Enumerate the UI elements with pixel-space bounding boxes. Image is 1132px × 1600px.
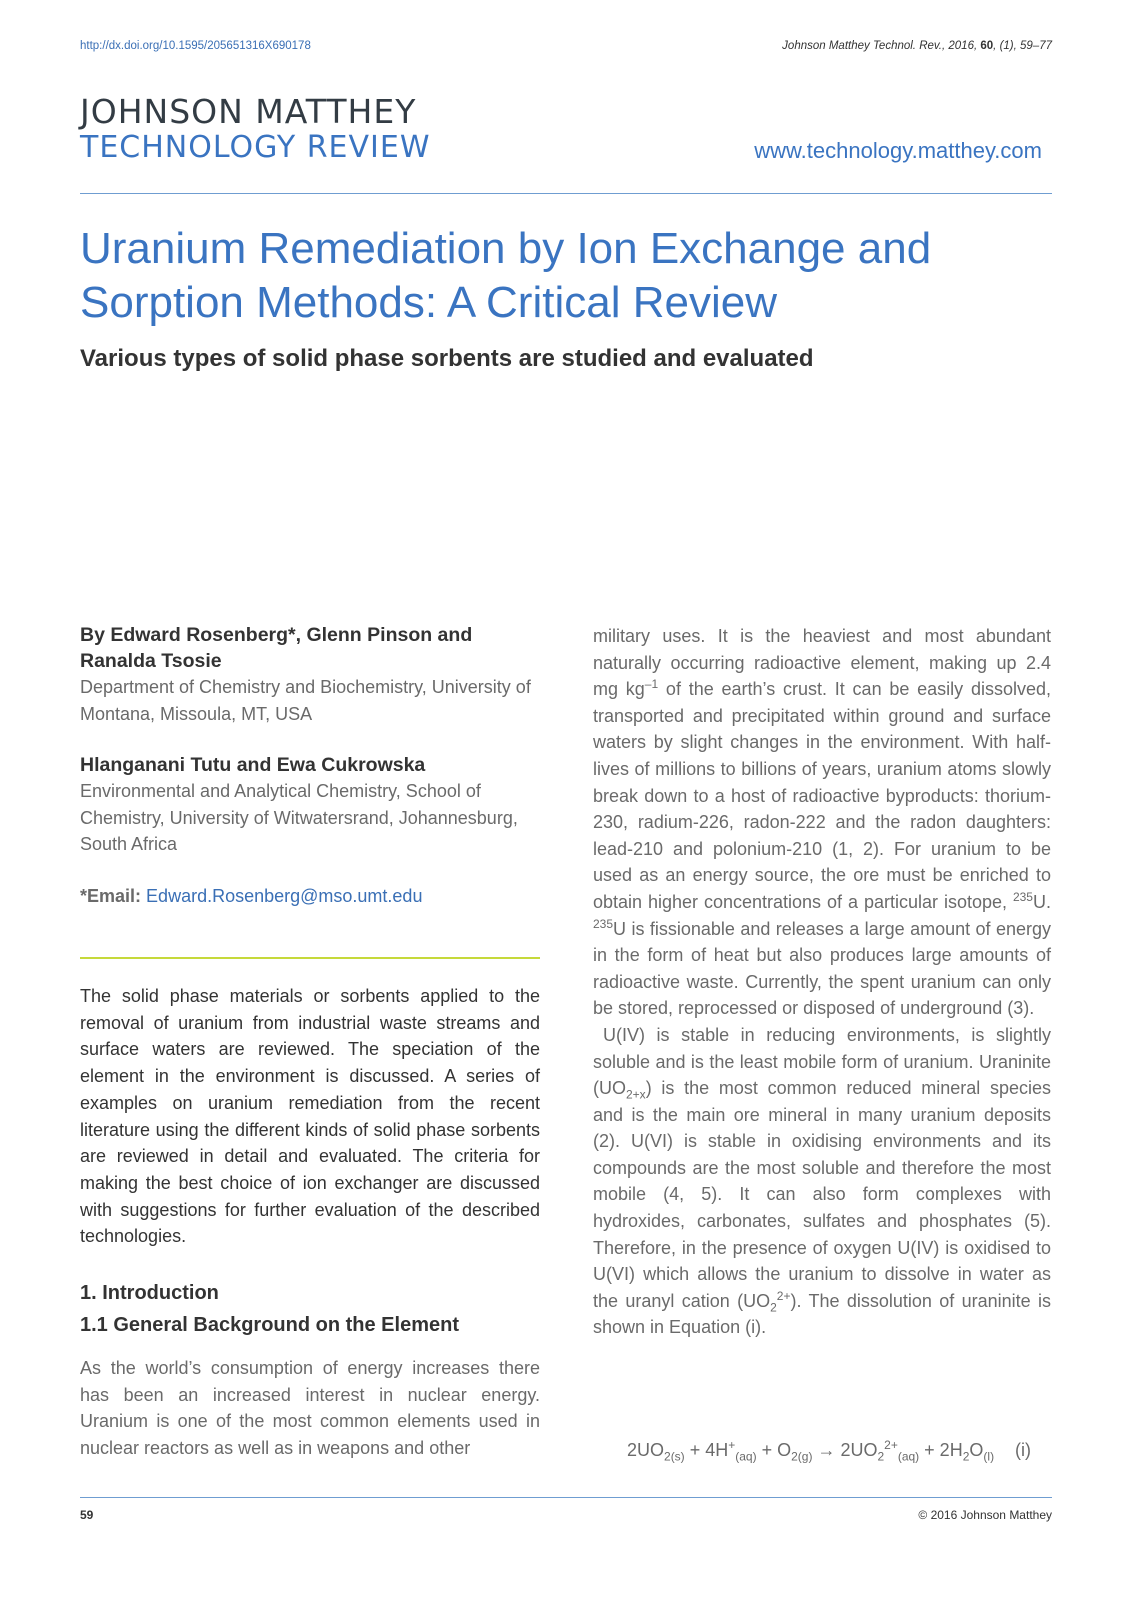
authors-group-2: Hlanganani Tutu and Ewa Cukrowska (80, 754, 426, 776)
uraninite-subscript: 2+x (626, 1087, 646, 1102)
affiliation-2: Environmental and Analytical Chemistry, School of Chemistry, University of Witwatersrand, Johannesburg, South Africa (80, 781, 518, 854)
journal-issue-pages: (1), 59–77 (999, 40, 1052, 52)
brand-line-2: TECHNOLOGY REVIEW (80, 130, 431, 165)
doi-link[interactable]: http://dx.doi.org/10.1595/205651316X690178 (80, 40, 311, 52)
para1-text-d: U is fissionable and releases a large amount of energy in the form of heat but also produces large amounts of radioactive waste. Currently, the spent uranium can only be stored, reprocessed or disposed of underground (3). (593, 918, 1051, 1019)
page-number: 59 (80, 1508, 94, 1522)
unit-superscript: –1 (644, 677, 659, 692)
footer-divider (80, 1497, 1052, 1498)
para2-text-c: ). The dissolution of uraninite is shown in Equation (i). (593, 1290, 1051, 1338)
para1-text-a: military uses. It is the heaviest and most abundant naturally occurring radioactive element, making up 2.4 mg kg (593, 626, 1051, 700)
isotope-mass-1: 235 (1012, 889, 1033, 904)
email-label: *Email: (80, 886, 142, 906)
paragraph-uranium-background (593, 623, 1051, 1022)
para2-text-a: U(IV) is stable in reducing environments, is slightly soluble and is the least mobile form of uranium. Uraninite (UO (593, 1024, 1051, 1099)
journal-volume: 60 (980, 40, 994, 52)
abstract-text: The solid phase materials or sorbents applied to the removal of uranium from industrial waste streams and surface waters are reviewed. The speciation of the element in the environment is discussed. A series of examples on uranium remediation from the recent literature using the different kinds of solid phase sorbents are reviewed in detail and evaluated. The criteria for making the best choice of ion exchanger are discussed with suggestions for further evaluation of the described technologies. (80, 986, 540, 1247)
body-text-right (593, 623, 1051, 1341)
isotope-mass-2: 235 (593, 916, 614, 931)
journal-name: Johnson Matthey Technol. Rev. (782, 40, 942, 52)
subsection-heading-background: 1.1 General Background on the Element (80, 1314, 459, 1336)
brand-line-1: JOHNSON MATTHEY (80, 92, 417, 131)
authors-group-1: By Edward Rosenberg*, Glenn Pinson and Ranalda Tsosie (80, 624, 473, 672)
copyright-notice: © 2016 Johnson Matthey (918, 1508, 1052, 1522)
header-divider (80, 193, 1052, 194)
para1-text-b: of the earth’s crust. It can be easily dissolved, transported and precipitated within ground and surface waters by slight changes in the environment. With half-lives of millions to billions of years, uranium atoms slowly break down to a host of radioactive byproducts: thorium-230, radium-226, radon-222 and the radon daughters: lead-210 and polonium-210 (1, 2). For uranium to be used as an energy source, the ore must be enriched to obtain higher concentrations of a particular isotope, (593, 679, 1051, 912)
para1-text-c: . (1045, 891, 1051, 912)
email-line (80, 883, 540, 910)
equation-label: (i) (1015, 1440, 1031, 1460)
journal-year: 2016 (948, 40, 974, 52)
equation-formula: $2UO_{2(s)} + 4H^+_{(aq)} + O_{2(g)} \to 2UO_2^{2+}_{(aq)} + 2H_2O_{(l)}$ (627, 1438, 995, 1464)
article-subtitle: Various types of solid phase sorbents are studied and evaluated (80, 345, 814, 372)
abstract-divider (80, 957, 540, 959)
section-heading-introduction: 1. Introduction (80, 1282, 219, 1304)
intro-paragraph-left: As the world’s consumption of energy increases there has been an increased interest in nuclear energy. Uranium is one of the most common elements used in nuclear reactors as well as in weapons and other (80, 1358, 540, 1458)
uranyl-charge: 2+ (776, 1288, 791, 1303)
article-title: Uranium Remediation by Ion Exchange and Sorption Methods: A Critical Review (80, 224, 932, 327)
para2-text-b: ) is the most common reduced mineral species and is the main ore mineral in many uranium deposits (2). U(VI) is stable in oxidising environments and its compounds are the most soluble and therefore the most mobile (4, 5). It can also form complexes with hydroxides, carbonates, sulfates and phosphates (5). Therefore, in the presence of oxygen U(IV) is oxidised to U(VI) which allows the uranium to dissolve in water as the uranyl cation (UO (593, 1078, 1051, 1311)
uranyl-subscript: 2 (770, 1300, 777, 1315)
paragraph-uranium-speciation (593, 1022, 1051, 1341)
website-link[interactable]: www.technology.matthey.com (754, 138, 1042, 163)
email-link[interactable]: Edward.Rosenberg@mso.umt.edu (146, 886, 423, 906)
affiliation-1: Department of Chemistry and Biochemistry, University of Montana, Missoula, MT, USA (80, 677, 531, 724)
journal-citation: Johnson Matthey Technol. Rev., 2016, 60, (1), 59–77 (782, 40, 1052, 52)
isotope-symbol-1: U (1032, 891, 1046, 912)
